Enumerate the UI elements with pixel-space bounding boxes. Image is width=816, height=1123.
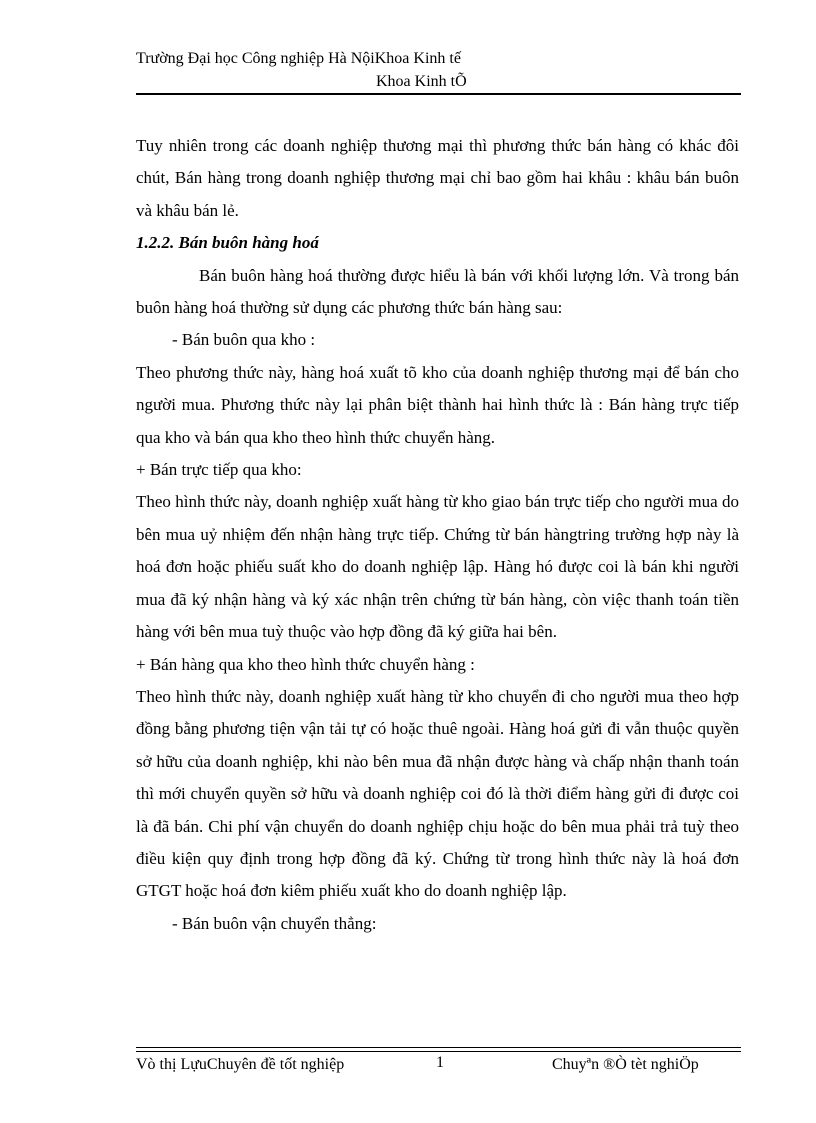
list-item-wholesale-via-warehouse: - Bán buôn qua kho : <box>172 330 316 350</box>
paragraph-wholesale-definition: Bán buôn hàng hoá thường được hiểu là bán với khối lượng lớn. Và trong bán buôn hàng hoá thường sử dụng các phương thức bán hàng sau: <box>136 265 739 318</box>
section-heading: 1.2.2. Bán buôn hàng hoá <box>136 233 319 253</box>
list-item-direct-transport: - Bán buôn vận chuyển thẳng: <box>172 913 377 933</box>
paragraph-intro: Tuy nhiên trong các doanh nghiệp thương mại thì phương thức bán hàng có khác đôi chút, Bán hàng trong doanh nghiệp thương mại chỉ bao gồm hai khâu : khâu bán buôn và khâu bán lẻ. <box>136 136 739 220</box>
header-line-1: Trường Đại học Công nghiệp Hà NộiKhoa Kinh tế <box>136 50 461 67</box>
list-item-shipping-sale: + Bán hàng qua kho theo hình thức chuyển hàng : <box>136 654 475 674</box>
footer-rule-bottom <box>136 1051 741 1052</box>
paragraph-shipping-sale: Theo hình thức này, doanh nghiệp xuất hàng từ kho chuyển đi cho người mua theo hợp đồng bằng phương tiện vận tải tự có hoặc thuê ngoài. Hàng hoá gửi đi vẫn thuộc quyền sở hữu của doanh nghiệp, khi nào bên mua đã nhận được hàng và chấp nhận thanh toán thì mới chuyển quyền sở hữu và doanh nghiệp coi đó là thời điểm hàng gửi đi được coi là đã bán. Chi phí vận chuyển do doanh nghiệp chịu hoặc do bên mua phải trả tuỳ theo điều kiện quy định trong hợp đồng đã ký. Chứng từ trong hình thức này là hoá đơn GTGT hoặc hoá đơn kiêm phiếu xuất kho do doanh nghiệp lập. <box>136 686 739 901</box>
paragraph-direct-sale: Theo hình thức này, doanh nghiệp xuất hàng từ kho giao bán trực tiếp cho người mua do bên mua uỷ nhiệm đến nhận hàng trực tiếp. Chứng từ bán hàngtring trường hợp này là hoá đơn hoặc phiếu suất kho do doanh nghiệp lập. Hàng hó được coi là bán khi người mua đã ký nhận hàng và ký xác nhận trên chứng từ bán hàng, còn việc thanh toán tiền hàng với bên mua tuỳ thuộc vào hợp đồng đã ký giữa hai bên. <box>136 492 739 642</box>
footer-author: Vò thị LựuChuyên đề tốt nghiệp <box>136 1056 345 1073</box>
list-item-direct-sale: + Bán trực tiếp qua kho: <box>136 460 302 480</box>
header-line-2: Khoa Kinh tÕ <box>376 73 467 90</box>
header-rule <box>136 93 741 95</box>
page-number: 1 <box>436 1054 444 1071</box>
footer-rule-top <box>136 1047 741 1048</box>
document-body <box>136 130 739 940</box>
paragraph-warehouse-method: Theo phương thức này, hàng hoá xuất tõ kho của doanh nghiệp thương mại để bán cho người mua. Phương thức này lại phân biệt thành hai hình thức là : Bán hàng trực tiếp qua kho và bán qua kho theo hình thức chuyển hàng. <box>136 362 739 447</box>
footer-title: Chuyªn ®Ò tèt nghiÖp <box>552 1056 699 1073</box>
